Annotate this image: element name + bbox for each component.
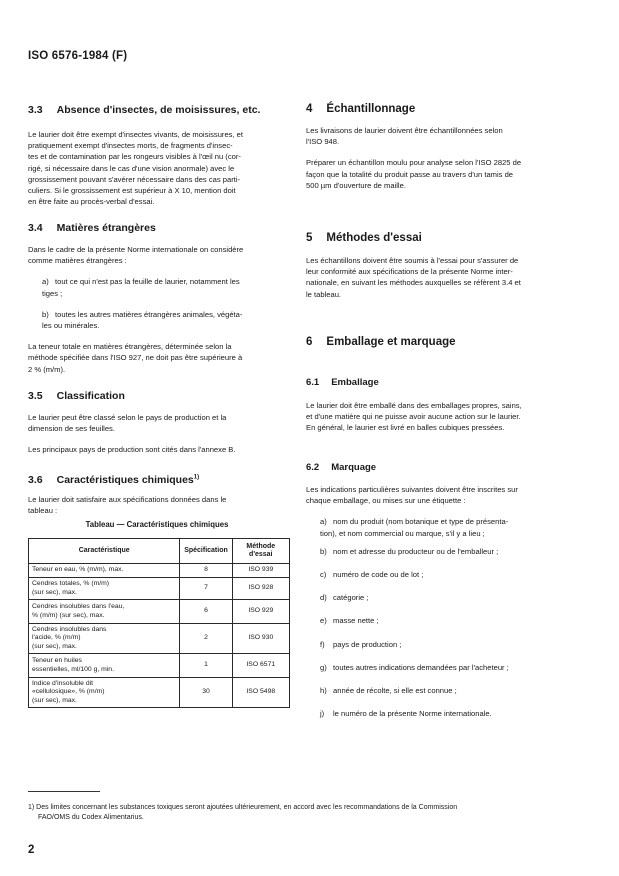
paragraph: Les indications particulières suivantes doivent être inscrites sur chaque emballage, ou mises sur une étiquette : (306, 485, 518, 506)
paragraph: Le laurier peut être classé selon le pays de production et la dimension de ses feuilles. (28, 413, 227, 434)
section-heading: 4 Échantillonnage (306, 103, 416, 115)
footnote-ref: 1) (193, 474, 200, 481)
column-header: Méthode d'essai (232, 539, 289, 564)
paragraph: Les livraisons de laurier doivent être échantillonnées selon l'ISO 948. (306, 126, 503, 147)
column-header: Caractéristique (29, 539, 180, 564)
table-cell: Teneur en huiles essentielles, ml/100 g, min. (29, 654, 180, 678)
list-item: b) toutes les autres matières étrangères animales, végéta- les ou minérales. (42, 309, 243, 331)
section-heading: 6.2 Marquage (306, 462, 377, 473)
list-item: a) tout ce qui n'est pas la feuille de laurier, notamment les tiges ; (42, 277, 240, 298)
section-heading: 5 Méthodes d'essai (306, 232, 422, 244)
table-cell: Indice d'insoluble dit «cellulosique», % (m/m) (sur sec), max. (29, 678, 180, 708)
document-header: ISO 6576-1984 (F) (28, 50, 128, 62)
list-item: a) nom du produit (nom botanique et type de présenta- tion), et nom commercial ou marque, s'il y a lieu ; (320, 517, 509, 538)
table-cell: ISO 5498 (232, 678, 289, 708)
section-3-4 (28, 222, 286, 375)
list-item: c) numéro de code ou de lot ; (320, 570, 424, 580)
section-heading: 6.1 Emballage (306, 377, 379, 388)
list-item: g) toutes autres indications demandées par l'acheteur ; (320, 662, 509, 672)
table-cell: 7 (180, 578, 232, 600)
paragraph: Le laurier doit être exempt d'insectes vivants, de moisissures, et pratiquement exempt d'insectes morts, de fragments d'insec- tes et de contamination par les rongeurs visibles à l'œil nu (cor- rigé, si nécessaire dans le cas d'une vision anormale) avec le grossissement pouvant s'avérer nécessaire dans des cas parti- culiers. Si le grossissement est supérieur à X 10, mention doit en être faite au procès-verbal d'essai. (28, 130, 244, 207)
list-item: e) masse nette ; (320, 616, 379, 626)
section-heading: 3.4 Matières étrangères (28, 222, 156, 234)
paragraph: Le laurier doit satisfaire aux spécifications données dans le tableau : (28, 495, 227, 516)
paragraph: Le laurier doit être emballé dans des emballages propres, sains, et d'une matière qui ne puisse avoir aucune action sur le laurier. En général, le laurier est livré en balles cubiques pressées. (306, 401, 522, 433)
table-cell: 30 (180, 678, 232, 708)
section-heading: 3.6 Caractéristiques chimiques$^{1)}$ (28, 474, 200, 486)
table-cell: 8 (180, 564, 232, 578)
section-heading: 3.3 Absence d'insectes, de moisissures, etc. (28, 104, 261, 116)
column-header: Spécification (180, 539, 232, 564)
table-cell: 6 (180, 600, 232, 624)
section-4 (306, 103, 566, 191)
paragraph: Les échantillons doivent être soumis à l'essai pour s'assurer de leur conformité aux spécifications de la présente Norme inter- nationale, en suivant les méthodes auxquelles se réfèrent 3.4 et le tableau. (306, 256, 521, 299)
list-item: h) année de récolte, si elle est connue ; (320, 686, 457, 696)
section-6 (306, 336, 566, 348)
table-cell: ISO 928 (232, 578, 289, 600)
table-cell: ISO 6571 (232, 654, 289, 678)
section-heading: 6 Emballage et marquage (306, 336, 456, 348)
section-6-1 (306, 377, 566, 434)
paragraph: Dans le cadre de la présente Norme internationale on considère comme matières étrangères : (28, 245, 244, 266)
table-cell: ISO 929 (232, 600, 289, 624)
paragraph: Préparer un échantillon moulu pour analyse selon l'ISO 2825 de façon que la totalité du produit passe au travers d'un tamis de 500 µm d'ouverture de maille. (306, 158, 522, 190)
table-row (29, 578, 290, 600)
table-row (29, 564, 290, 578)
section-3-5 (28, 390, 286, 456)
table-cell: Cendres totales, % (m/m) (sur sec), max. (29, 578, 180, 600)
list-item: d) catégorie ; (320, 593, 369, 603)
table-row (29, 654, 290, 678)
paragraph: Les principaux pays de production sont cités dans l'annexe B. (28, 445, 236, 455)
table-cell: Teneur en eau, % (m/m), max. (29, 564, 180, 578)
table-cell: 2 (180, 624, 232, 654)
table-caption: Tableau — Caractéristiques chimiques (85, 520, 229, 530)
footnote: 1) Des limites concernant les substances toxiques seront ajoutées ultérieurement, en accord avec les recommandations de la Commission FAO/OMS du Codex Alimentarius. (28, 804, 458, 821)
table-cell: Cendres insolubles dans l'eau, % (m/m) (sur sec), max. (29, 600, 180, 624)
table-header-row (29, 539, 290, 564)
table-cell: ISO 939 (232, 564, 289, 578)
page-number: 2 (28, 844, 35, 856)
table-row (29, 678, 290, 708)
footnote-divider (28, 791, 100, 792)
chemical-characteristics-table (28, 538, 290, 708)
table-cell: 1 (180, 654, 232, 678)
table-row (29, 624, 290, 654)
section-6-2 (306, 462, 566, 719)
list-item: j) le numéro de la présente Norme internationale. (320, 709, 492, 719)
paragraph: La teneur totale en matières étrangères, déterminée selon la méthode spécifiée dans l'ISO 927, ne doit pas être supérieure à 2 % (m/m). (28, 342, 243, 374)
list-item: f) pays de production ; (320, 639, 402, 649)
list-item: b) nom et adresse du producteur ou de l'emballeur ; (320, 546, 499, 556)
section-5 (306, 232, 566, 300)
section-3-6 (28, 474, 286, 529)
section-3-3 (28, 104, 286, 207)
table-cell: ISO 930 (232, 624, 289, 654)
section-heading: 3.5 Classification (28, 390, 125, 402)
table-cell: Cendres insolubles dans l'acide, % (m/m) (sur sec), max. (29, 624, 180, 654)
table-row (29, 600, 290, 624)
